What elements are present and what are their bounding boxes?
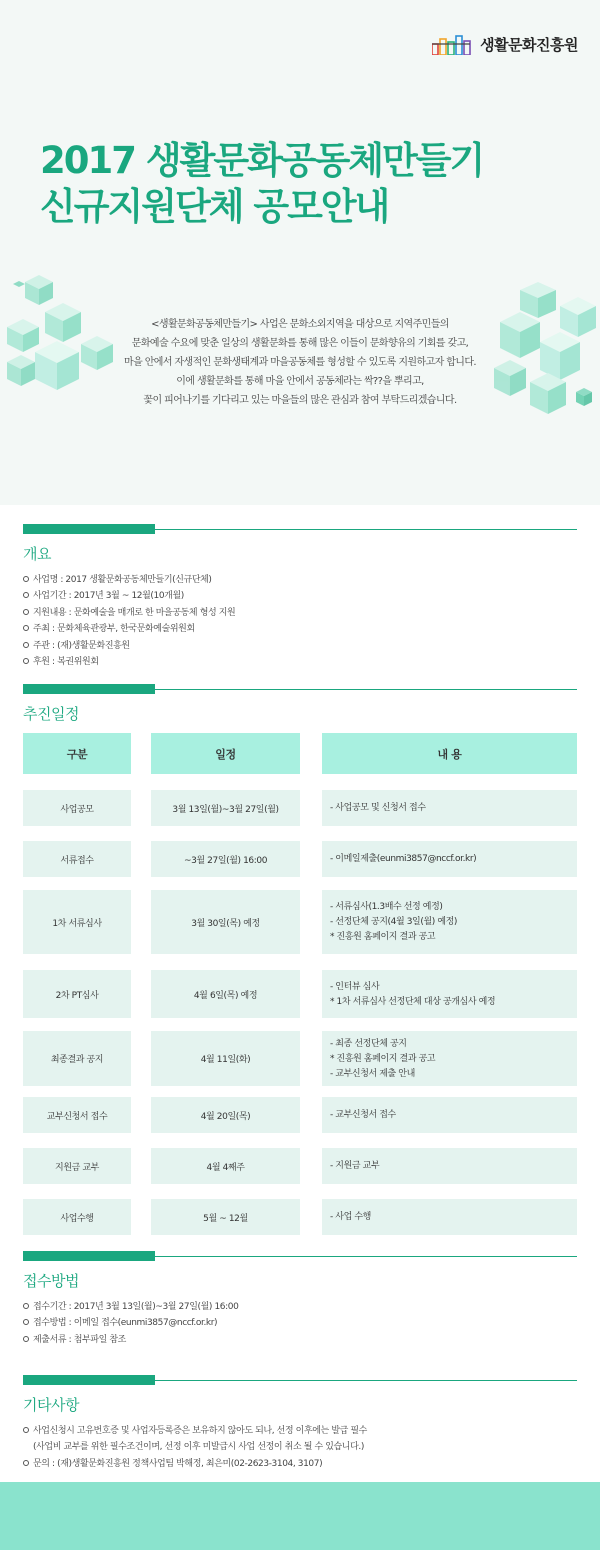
category-cell: 지원금 교부	[23, 1148, 131, 1184]
content-cell: - 사업 수행	[322, 1199, 577, 1235]
content-cell: - 최종 선정단체 공지 * 진흥원 홈페이지 결과 공고 - 교부신청서 제출 안내	[322, 1031, 577, 1086]
category-cell: 1차 서류심사	[23, 890, 131, 954]
footer-band	[0, 1482, 600, 1550]
date-cell: ~3월 27일(월) 16:00	[151, 841, 300, 877]
header-cell: 일정	[151, 733, 300, 774]
category-cell: 2차 PT심사	[23, 970, 131, 1018]
list-item: 주최 : 문화체육관광부, 한국문화예술위원회	[23, 621, 577, 637]
intro-line: <생활문화공동체만들기> 사업은 문화소외지역을 대상으로 지역주민들의	[151, 319, 449, 330]
date-cell: 3월 13일(월)~3월 27일(월)	[151, 790, 300, 826]
list-item: 주관 : (재)생활문화진흥원	[23, 638, 577, 654]
circle-bullet-icon	[23, 1427, 29, 1433]
list-item-note: (사업비 교부를 위한 필수조건이며, 선정 이후 미발급시 사업 선정이 취소 될 수 있습니다.)	[33, 1442, 364, 1453]
header-cell: 내 용	[322, 733, 577, 774]
category-cell: 서류접수	[23, 841, 131, 877]
etc-list	[23, 1423, 577, 1472]
list-item: 지원내용 : 문화예술을 매개로 한 마을공동체 형성 지원	[23, 605, 577, 621]
intro-line: 문화예술 수요에 맞춘 일상의 생활문화를 통해 많은 이들이 문화향유의 기회를 갖고,	[131, 338, 469, 349]
section-divider	[23, 684, 577, 694]
circle-bullet-icon	[23, 576, 29, 582]
circle-bullet-icon	[23, 642, 29, 648]
section-title: 개요	[23, 545, 51, 563]
date-cell: 4월 6일(목) 예정	[151, 970, 300, 1018]
section-title: 접수방법	[23, 1272, 79, 1290]
content-cell: - 사업공모 및 신청서 접수	[322, 790, 577, 826]
date-cell: 4월 4째주	[151, 1148, 300, 1184]
list-item: 후원 : 복권위원회	[23, 654, 577, 670]
content-cell: - 인터뷰 심사 * 1차 서류심사 선정단체 대상 공개심사 예정	[322, 970, 577, 1018]
content-cell: - 교부신청서 접수	[322, 1097, 577, 1133]
list-item: 문의 : (재)생활문화진흥원 정책사업팀 박해정, 최은미(02-2623-3104, 3107)	[23, 1456, 577, 1472]
section-divider	[23, 1251, 577, 1261]
overview-list	[23, 572, 577, 670]
list-item: 접수기간 : 2017년 3월 13일(월)~3월 27일(월) 16:00	[23, 1299, 577, 1315]
list-item: 접수방법 : 이메일 접수(eunmi3857@nccf.or.kr)	[23, 1315, 577, 1331]
etc-section	[23, 1375, 577, 1472]
date-cell: 4월 11일(화)	[151, 1031, 300, 1086]
circle-bullet-icon	[23, 1303, 29, 1309]
section-divider	[23, 524, 577, 534]
content-cell: - 이메일제출(eunmi3857@nccf.or.kr)	[322, 841, 577, 877]
section-divider	[23, 1375, 577, 1385]
category-cell: 사업공모	[23, 790, 131, 826]
logo-text: 생활문화진흥원	[480, 35, 578, 54]
list-item: 사업명 : 2017 생활문화공동체만들기(신규단체)	[23, 572, 577, 588]
category-cell: 사업수행	[23, 1199, 131, 1235]
list-item: 사업기간 : 2017년 3월 ~ 12월(10개월)	[23, 588, 577, 604]
intro-line: 마을 안에서 자생적인 문화생태계과 마을공동체를 형성할 수 있도록 지원하고자 합니다.	[124, 357, 476, 368]
category-cell: 최종결과 공지	[23, 1031, 131, 1086]
category-cell: 교부신청서 접수	[23, 1097, 131, 1133]
section-title: 기타사항	[23, 1396, 79, 1414]
circle-bullet-icon	[23, 1319, 29, 1325]
header-cell: 구분	[23, 733, 131, 774]
list-item: 제출서류 : 첨부파일 참조	[23, 1332, 577, 1348]
schedule-section	[23, 684, 577, 724]
circle-bullet-icon	[23, 609, 29, 615]
intro-line: 이에 생활문화를 통해 마을 안에서 공동체라는 싹??을 뿌리고,	[176, 376, 424, 387]
table-row	[23, 1148, 577, 1184]
circle-bullet-icon	[23, 1460, 29, 1466]
circle-bullet-icon	[23, 658, 29, 664]
hero-banner	[0, 0, 600, 505]
apply-section	[23, 1251, 577, 1348]
logo[interactable]	[432, 33, 578, 55]
table-row	[23, 970, 577, 1018]
intro-text	[90, 315, 510, 410]
circle-bullet-icon	[23, 592, 29, 598]
date-cell: 4월 20일(목)	[151, 1097, 300, 1133]
date-cell: 5월 ~ 12월	[151, 1199, 300, 1235]
section-title: 추진일정	[23, 705, 79, 723]
circle-bullet-icon	[23, 625, 29, 631]
logo-mark-icon	[432, 33, 474, 55]
apply-list	[23, 1299, 577, 1348]
circle-bullet-icon	[23, 1336, 29, 1342]
title-line-1: 2017 생활문화공동체만들기	[40, 139, 484, 182]
content-cell: - 지원금 교부	[322, 1148, 577, 1184]
table-row	[23, 1199, 577, 1235]
table-row	[23, 841, 577, 877]
table-row	[23, 890, 577, 954]
table-row	[23, 1097, 577, 1133]
table-row	[23, 790, 577, 826]
title-line-2: 신규지원단체 공모안내	[40, 185, 389, 229]
list-item: 사업신청시 고유번호증 및 사업자등록증은 보유하지 않아도 되나, 선정 이후에는 발급 필수	[23, 1423, 577, 1439]
table-row	[23, 1031, 577, 1086]
table-header-row	[23, 733, 577, 774]
overview-section	[23, 524, 577, 670]
page-title	[40, 138, 580, 231]
content-cell: - 서류심사(1.3배수 선정 예정) - 선정단체 공지(4월 3일(월) 예정) * 진흥원 홈페이지 결과 공고	[322, 890, 577, 954]
intro-line: 꽃이 피어나기를 기다리고 있는 마을들의 많은 관심과 참여 부탁드리겠습니다.	[143, 395, 457, 406]
date-cell: 3월 30일(목) 예정	[151, 890, 300, 954]
